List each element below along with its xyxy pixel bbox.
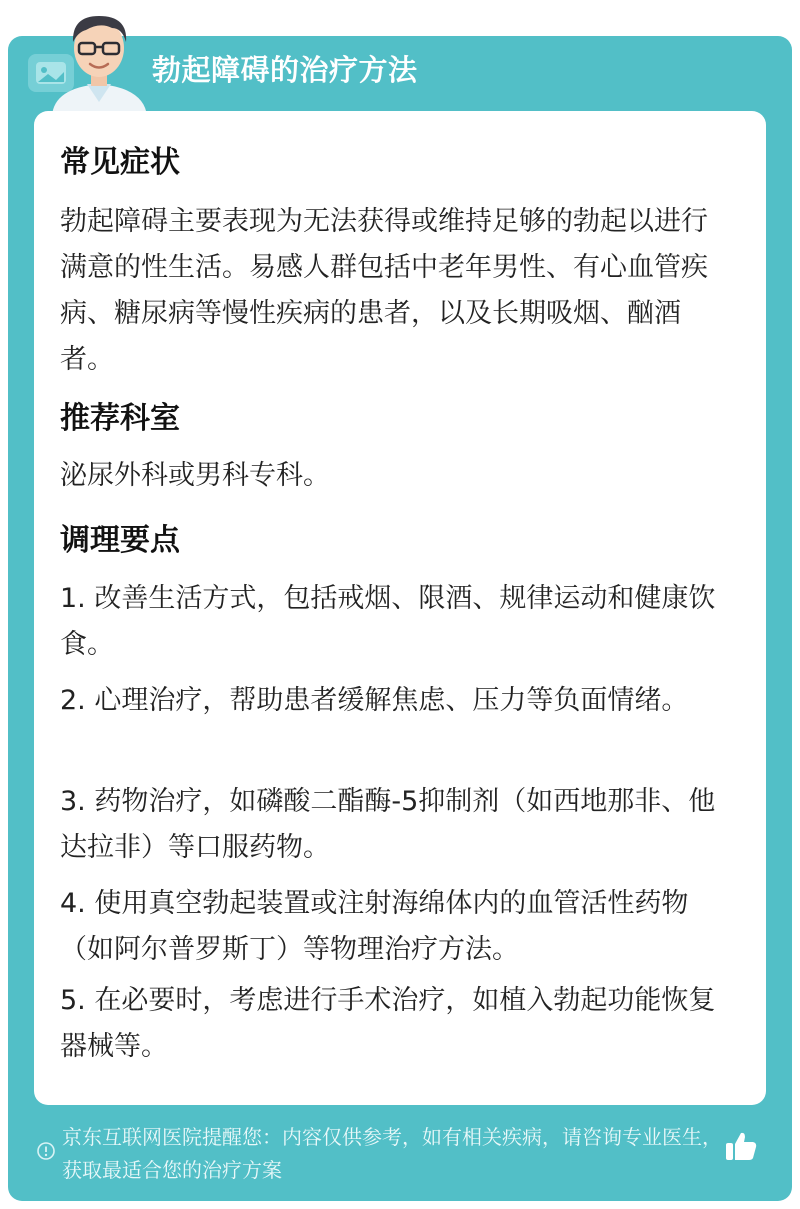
care-point-3: 3. 药物治疗，如磷酸二酯酶-5抑制剂（如西地那非、他达拉非）等口服药物。 (60, 786, 716, 863)
doctor-avatar-icon (42, 6, 157, 116)
department-text: 泌尿外科或男科专科。 (60, 460, 330, 491)
page-title: 勃起障碍的治疗方法 (152, 53, 418, 87)
care-point-2: 2. 心理治疗，帮助患者缓解焦虑、压力等负面情绪。 (60, 685, 689, 716)
thumbs-up-icon[interactable] (724, 1129, 758, 1163)
content-card (34, 111, 766, 1105)
section-heading-care-points: 调理要点 (60, 523, 180, 558)
care-point-5: 5. 在必要时，考虑进行手术治疗，如植入勃起功能恢复器械等。 (60, 985, 716, 1062)
care-point-4: 4. 使用真空勃起装置或注射海绵体内的血管活性药物（如阿尔普罗斯丁）等物理治疗方法。 (60, 888, 689, 965)
info-icon (36, 1141, 56, 1161)
section-heading-department: 推荐科室 (60, 401, 180, 436)
disclaimer-text: 京东互联网医院提醒您：内容仅供参考，如有相关疾病，请咨询专业医生，获取最适合您的治疗方案 (62, 1125, 722, 1182)
care-point-1: 1. 改善生活方式，包括戒烟、限酒、规律运动和健康饮食。 (60, 583, 716, 660)
section-heading-symptoms: 常见症状 (60, 145, 180, 180)
symptoms-text: 勃起障碍主要表现为无法获得或维持足够的勃起以进行满意的性生活。易感人群包括中老年男性、有心血管疾病、糖尿病等慢性疾病的患者，以及长期吸烟、酗酒者。 (60, 206, 708, 375)
